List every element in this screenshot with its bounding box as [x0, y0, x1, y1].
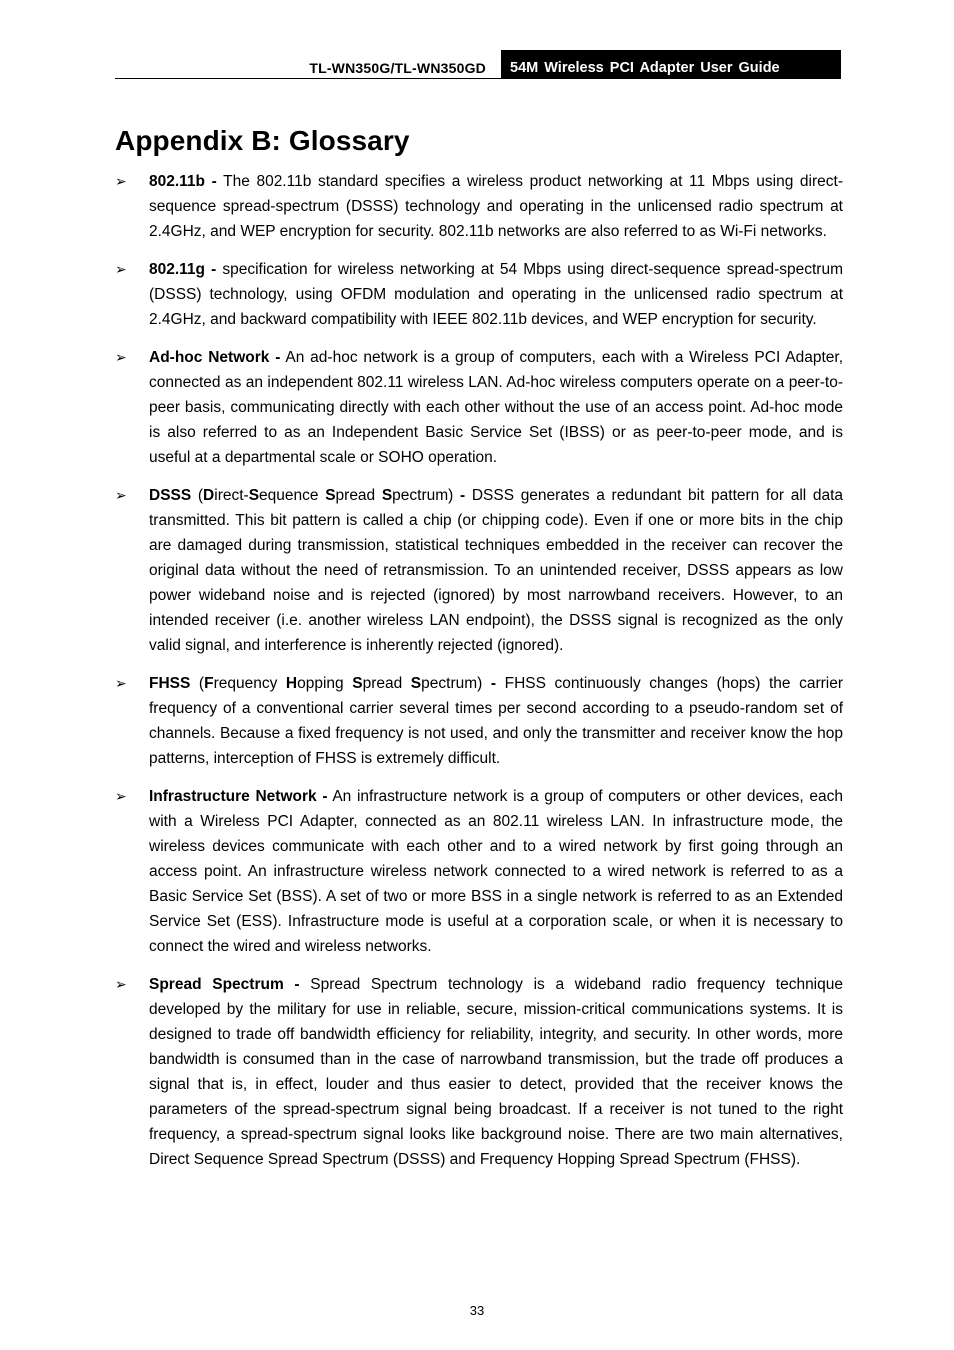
glossary-term: Infrastructure Network -: [149, 788, 328, 805]
glossary-term: DSSS: [149, 487, 192, 504]
arrow-bullet-icon: ➢: [115, 675, 127, 691]
text-caret: [781, 59, 782, 75]
glossary-entry: ➢ FHSS (Frequency Hopping Spread Spectrum) - FHSS continuously changes (hops) the carrier frequency of a conventional carrier several times per second according to a pseudo-random set of channels. Because a fixed frequency is not used, and only the transmitter and receiver know the hop patterns, interception of FHSS is extremely difficult.: [115, 671, 843, 771]
arrow-bullet-icon: ➢: [115, 976, 127, 992]
header-model: TL-WN350G/TL-WN350GD: [309, 60, 486, 76]
acronym-letter: S: [248, 487, 260, 504]
acronym-word-rest: pectrum: [392, 487, 449, 504]
glossary-term: FHSS: [149, 675, 191, 692]
arrow-bullet-icon: ➢: [115, 487, 127, 503]
acronym-word-rest: irect-: [214, 487, 249, 504]
header-rule: [115, 78, 501, 79]
glossary-entry: ➢ DSSS (Direct-Sequence Spread Spectrum) - DSSS generates a redundant bit pattern for all data transmitted. This bit pattern is called a chip (or chipping code). Even if one or more bits in the chip are damaged during transmission, statistical techniques embedded in the receiver can recover the original data without the need of retransmission. To an unintended receiver, DSSS appears as low power wideband noise and is rejected (ignored) by most narrowband receivers. However, to an intended receiver (i.e. another wireless LAN endpoint), the DSSS signal is recognized as the only valid signal, and interference is inherently rejected (ignored).: [115, 483, 843, 658]
glossary-entry: [115, 345, 843, 470]
acronym-word-rest: opping: [297, 675, 353, 692]
acronym-letter: F: [204, 675, 214, 692]
glossary-definition: An infrastructure network is a group of computers or other devices, each with a Wireless PCI Adapter, connected as an 802.11 wireless LAN. In infrastructure mode, the wireless devices communicate with each other and to a wired network by first going through an access point. An infrastructure wireless network connected to a wired network is referred to as a Basic Service Set (BSS). A set of two or more BSS in a single network is referred to as an Extended Service Set (ESS). Infrastructure mode is useful at a corporation scale, or when it is necessary to connect the wired and wireless networks.: [149, 788, 843, 955]
acronym-letter: D: [203, 487, 215, 504]
glossary-definition: The 802.11b standard specifies a wireless product networking at 11 Mbps using direct-sequence spread-spectrum (DSSS) technology and operating in the unlicensed radio spectrum at 2.4GHz, and WEP encryption for security. 802.11b networks are also referred to as Wi-Fi networks.: [149, 173, 843, 240]
glossary-definition: DSSS generates a redundant bit pattern for all data transmitted. This bit pattern is called a chip (or chipping code). Even if one or more bits in the chip are damaged during transmission, statistical techniques embedded in the receiver can recover the original data without the need of retransmission. To an unintended receiver, DSSS appears as low power wideband noise and is rejected (ignored) by most narrowband receivers. However, to an intended receiver (i.e. another wireless LAN endpoint), the DSSS signal is recognized as the only valid signal, and interference is inherently rejected (ignored).: [149, 487, 844, 654]
page-number: 33: [469, 1303, 485, 1318]
acronym-letter: H: [285, 675, 298, 692]
glossary-entry: [115, 784, 843, 959]
header-guide-text: 54M Wireless PCI Adapter User Guide: [510, 60, 780, 76]
glossary-definition: Spread Spectrum technology is a wideband radio frequency technique developed by the military for use in reliable, secure, mission-critical communications systems. It is designed to trade off bandwidth efficiency for reliability, integrity, and security. In other words, more bandwidth is consumed than in the case of narrowband transmission, but the trade off produces a signal that is, in effect, louder and thus easier to detect, provided that the receiver knows the parameters of the spread-spectrum signal being broadcast. If a receiver is not tuned to the right frequency, a spread-spectrum signal looks like background noise. There are two main alternatives, Direct Sequence Spread Spectrum (DSSS) and Frequency Hopping Spread Spectrum (FHSS).: [149, 976, 843, 1168]
acronym-word-rest: pectrum: [421, 675, 478, 692]
page-header: [115, 50, 841, 80]
glossary-term: Ad-hoc Network -: [149, 349, 281, 366]
glossary-entry: [115, 972, 843, 1172]
glossary-entry: [115, 257, 843, 332]
acronym-letter: S: [410, 675, 422, 692]
acronym-word-rest: pread: [335, 487, 382, 504]
glossary-term: 802.11b -: [149, 173, 217, 190]
glossary-entry: [115, 169, 843, 244]
acronym-letter: S: [325, 487, 336, 504]
header-guide-title: [501, 50, 841, 79]
glossary-definition: FHSS continuously changes (hops) the carrier frequency of a conventional carrier several times per second according to a pseudo-random set of channels. Because a fixed frequency is not used, and only the transmitter and receiver know the hop patterns, interception of FHSS is extremely difficult.: [149, 675, 844, 767]
acronym-word-rest: pread: [362, 675, 411, 692]
acronym-word-rest: requency: [213, 675, 286, 692]
glossary-definition: An ad-hoc network is a group of computers, each with a Wireless PCI Adapter, connected as an independent 802.11 wireless LAN. Ad-hoc wireless computers operate on a peer-to-peer basis, communicating directly with each other without the use of an access point. Ad-hoc mode is also referred to as an Independent Basic Service Set (IBSS) or as peer-to-peer mode, and is useful at a departmental scale or SOHO operation.: [149, 349, 843, 466]
acronym-word-rest: equence: [259, 487, 326, 504]
page-title: Appendix B: Glossary: [115, 125, 410, 156]
arrow-bullet-icon: ➢: [115, 788, 127, 804]
glossary-term: Spread Spectrum -: [149, 976, 300, 993]
acronym-letter: S: [352, 675, 363, 692]
arrow-bullet-icon: ➢: [115, 173, 127, 189]
term-dash: -: [460, 487, 466, 504]
glossary-term: 802.11g -: [149, 261, 217, 278]
arrow-bullet-icon: ➢: [115, 261, 127, 277]
glossary-definition: specification for wireless networking at 54 Mbps using direct-sequence spread-spectrum (DSSS) technology, using OFDM modulation and operating in the unlicensed radio spectrum at 2.4GHz, and backward compatibility with IEEE 802.11b devices, and WEP encryption for security.: [149, 261, 843, 328]
term-dash: -: [490, 675, 497, 692]
acronym-letter: S: [381, 487, 393, 504]
glossary-list: [115, 169, 843, 1185]
arrow-bullet-icon: ➢: [115, 349, 127, 365]
